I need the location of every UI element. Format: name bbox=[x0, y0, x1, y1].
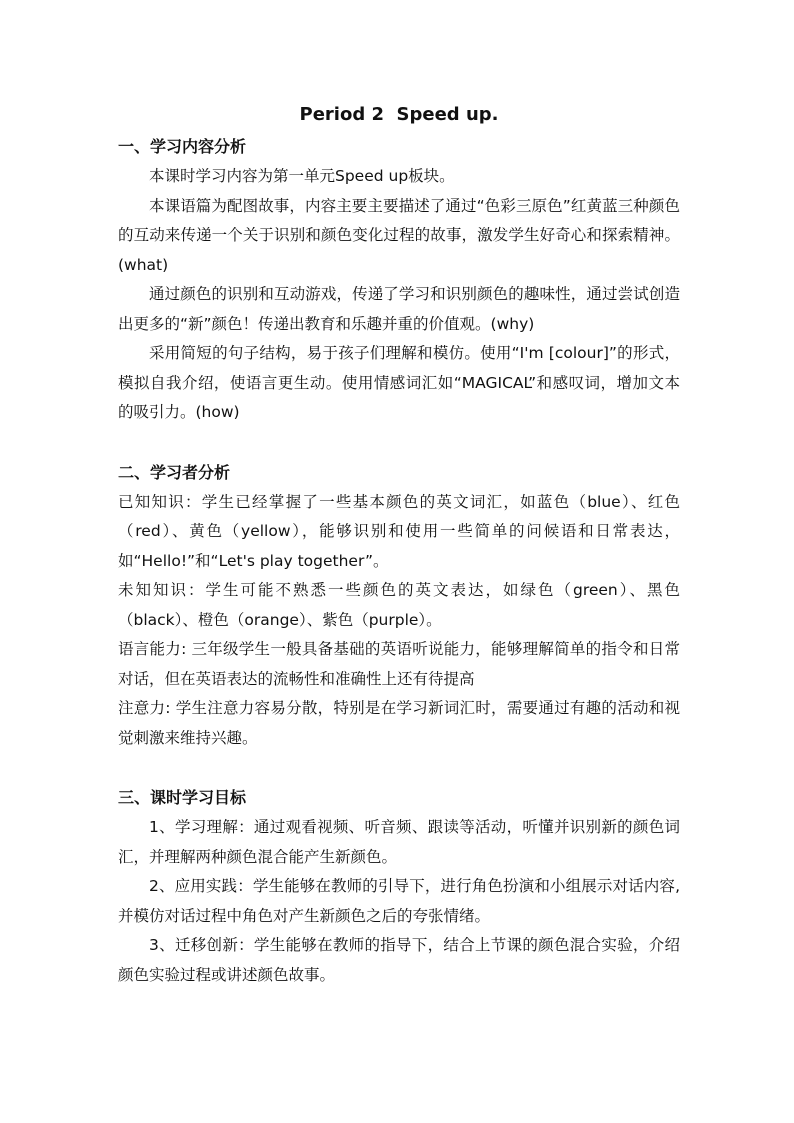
document-page bbox=[118, 100, 680, 990]
spacer bbox=[118, 428, 680, 458]
section-heading: 一、学习内容分析 bbox=[118, 137, 247, 156]
paragraph: 通过颜色的识别和互动游戏，传递了学习和识别颜色的趣味性，通过尝试创造出更多的“新”颜色！传递出教育和乐趣并重的价值观。(why) bbox=[118, 285, 680, 333]
paragraph: 本课语篇为配图故事，内容主要主要描述了通过“色彩三原色”红黄蓝三种颜色的互动来传递一个关于识别和颜色变化过程的故事，激发学生好奇心和探索精神。(what) bbox=[118, 196, 680, 274]
paragraph: 已知知识：学生已经掌握了一些基本颜色的英文词汇，如蓝色（blue）、红色（red）、黄色（yellow），能够识别和使用一些简单的问候语和日常表达，如“Hello!”和“Let's play together”。 bbox=[118, 492, 680, 570]
paragraph: 3、迁移创新：学生能够在教师的指导下，结合上节课的颜色混合实验，介绍颜色实验过程或讲述颜色故事。 bbox=[118, 936, 680, 984]
spacer bbox=[118, 753, 680, 783]
paragraph: 2、应用实践：学生能够在教师的引导下，进行角色扮演和小组展示对话内容,并模仿对话过程中角色对产生新颜色之后的夸张情绪。 bbox=[118, 877, 680, 925]
section-learner-analysis bbox=[118, 458, 680, 754]
paragraph: 采用简短的句子结构，易于孩子们理解和模仿。使用“I'm [colour]”的形式，模拟自我介绍，使语言更生动。使用情感词汇如“MAGICAL”和感叹词，增加文本的吸引力。(how) bbox=[118, 344, 680, 421]
section-heading: 二、学习者分析 bbox=[118, 462, 231, 482]
paragraph: 语言能力: 三年级学生一般具备基础的英语听说能力，能够理解简单的指令和日常对话，但在英语表达的流畅性和准确性上还有待提高 bbox=[118, 640, 680, 688]
section-learning-objectives bbox=[118, 783, 680, 990]
paragraph: 1、学习理解：通过观看视频、听音频、跟读等活动，听懂并识别新的颜色词汇，并理解两种颜色混合能产生新颜色。 bbox=[118, 818, 680, 866]
section-content-analysis bbox=[118, 132, 680, 428]
paragraph: 未知知识：学生可能不熟悉一些颜色的英文表达，如绿色（green）、黑色（black）、橙色（orange）、紫色（purple）。 bbox=[118, 581, 680, 629]
paragraph: 注意力: 学生注意力容易分散，特别是在学习新词汇时，需要通过有趣的活动和视觉刺激来维持兴趣。 bbox=[118, 699, 680, 747]
section-heading: 三、课时学习目标 bbox=[118, 788, 247, 807]
paragraph: 本课时学习内容为第一单元Speed up板块。 bbox=[149, 167, 455, 185]
document-title: Period 2 Speed up. bbox=[299, 104, 499, 125]
